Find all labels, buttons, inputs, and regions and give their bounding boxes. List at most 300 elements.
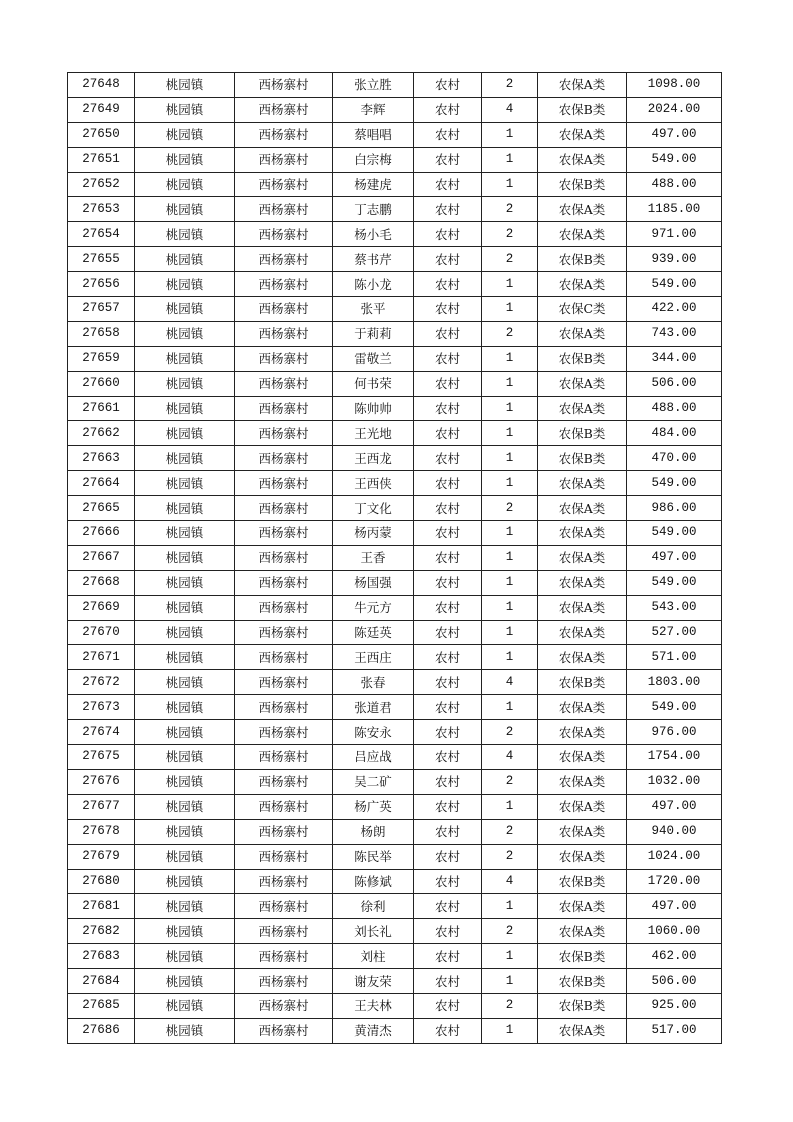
township-cell: 桃园镇 (135, 446, 235, 471)
amount-cell: 549.00 (627, 272, 722, 297)
household-type-cell: 农村 (414, 147, 482, 172)
township-cell: 桃园镇 (135, 645, 235, 670)
household-type-cell: 农村 (414, 73, 482, 98)
table-row (68, 73, 722, 98)
person-name-cell: 丁文化 (333, 496, 414, 521)
table-row (68, 720, 722, 745)
village-cell: 西杨寨村 (235, 147, 333, 172)
record-id-cell: 27666 (68, 521, 135, 546)
person-name-cell: 陈帅帅 (333, 396, 414, 421)
family-size-cell: 2 (482, 222, 538, 247)
table-row (68, 247, 722, 272)
person-name-cell: 吴二矿 (333, 769, 414, 794)
person-name-cell: 王西龙 (333, 446, 414, 471)
table-row (68, 222, 722, 247)
family-size-cell: 2 (482, 496, 538, 521)
insurance-category-cell: 农保A类 (538, 545, 627, 570)
family-size-cell: 1 (482, 645, 538, 670)
table-row (68, 172, 722, 197)
amount-cell: 497.00 (627, 545, 722, 570)
person-name-cell: 刘柱 (333, 944, 414, 969)
table-row (68, 147, 722, 172)
household-type-cell: 农村 (414, 222, 482, 247)
insurance-category-cell: 农保C类 (538, 297, 627, 322)
household-type-cell: 农村 (414, 769, 482, 794)
township-cell: 桃园镇 (135, 595, 235, 620)
insurance-category-cell: 农保B类 (538, 97, 627, 122)
record-id-cell: 27659 (68, 346, 135, 371)
person-name-cell: 张平 (333, 297, 414, 322)
amount-cell: 497.00 (627, 794, 722, 819)
household-type-cell: 农村 (414, 1018, 482, 1043)
table-row (68, 496, 722, 521)
village-cell: 西杨寨村 (235, 670, 333, 695)
person-name-cell: 张春 (333, 670, 414, 695)
person-name-cell: 陈安永 (333, 720, 414, 745)
insurance-category-cell: 农保A类 (538, 321, 627, 346)
person-name-cell: 杨建虎 (333, 172, 414, 197)
amount-cell: 976.00 (627, 720, 722, 745)
person-name-cell: 雷敬兰 (333, 346, 414, 371)
table-row (68, 421, 722, 446)
household-type-cell: 农村 (414, 545, 482, 570)
record-id-cell: 27669 (68, 595, 135, 620)
person-name-cell: 徐利 (333, 894, 414, 919)
person-name-cell: 张立胜 (333, 73, 414, 98)
village-cell: 西杨寨村 (235, 819, 333, 844)
insurance-category-cell: 农保A类 (538, 570, 627, 595)
family-size-cell: 4 (482, 97, 538, 122)
table-row (68, 969, 722, 994)
table-row (68, 695, 722, 720)
village-cell: 西杨寨村 (235, 769, 333, 794)
person-name-cell: 陈廷英 (333, 620, 414, 645)
record-id-cell: 27676 (68, 769, 135, 794)
record-id-cell: 27682 (68, 919, 135, 944)
township-cell: 桃园镇 (135, 844, 235, 869)
amount-cell: 986.00 (627, 496, 722, 521)
village-cell: 西杨寨村 (235, 570, 333, 595)
family-size-cell: 1 (482, 122, 538, 147)
household-type-cell: 农村 (414, 297, 482, 322)
insurance-category-cell: 农保A类 (538, 919, 627, 944)
village-cell: 西杨寨村 (235, 97, 333, 122)
village-cell: 西杨寨村 (235, 1018, 333, 1043)
family-size-cell: 1 (482, 794, 538, 819)
family-size-cell: 1 (482, 695, 538, 720)
record-id-cell: 27665 (68, 496, 135, 521)
family-size-cell: 4 (482, 670, 538, 695)
village-cell: 西杨寨村 (235, 297, 333, 322)
village-cell: 西杨寨村 (235, 371, 333, 396)
family-size-cell: 1 (482, 297, 538, 322)
record-id-cell: 27678 (68, 819, 135, 844)
insurance-category-cell: 农保A类 (538, 819, 627, 844)
household-type-cell: 农村 (414, 446, 482, 471)
household-type-cell: 农村 (414, 620, 482, 645)
table-row (68, 745, 722, 770)
township-cell: 桃园镇 (135, 570, 235, 595)
village-cell: 西杨寨村 (235, 794, 333, 819)
township-cell: 桃园镇 (135, 172, 235, 197)
family-size-cell: 1 (482, 371, 538, 396)
amount-cell: 344.00 (627, 346, 722, 371)
family-size-cell: 1 (482, 595, 538, 620)
insurance-category-cell: 农保B类 (538, 944, 627, 969)
person-name-cell: 陈民举 (333, 844, 414, 869)
township-cell: 桃园镇 (135, 521, 235, 546)
amount-cell: 549.00 (627, 521, 722, 546)
township-cell: 桃园镇 (135, 147, 235, 172)
household-type-cell: 农村 (414, 471, 482, 496)
person-name-cell: 黄清杰 (333, 1018, 414, 1043)
insurance-category-cell: 农保A类 (538, 745, 627, 770)
family-size-cell: 1 (482, 620, 538, 645)
amount-cell: 743.00 (627, 321, 722, 346)
township-cell: 桃园镇 (135, 720, 235, 745)
record-id-cell: 27683 (68, 944, 135, 969)
family-size-cell: 2 (482, 197, 538, 222)
household-type-cell: 农村 (414, 122, 482, 147)
household-type-cell: 农村 (414, 869, 482, 894)
person-name-cell: 蔡书芹 (333, 247, 414, 272)
household-type-cell: 农村 (414, 496, 482, 521)
village-cell: 西杨寨村 (235, 172, 333, 197)
insurance-category-cell: 农保A类 (538, 894, 627, 919)
insurance-category-cell: 农保A类 (538, 720, 627, 745)
insurance-category-cell: 农保B类 (538, 670, 627, 695)
person-name-cell: 陈小龙 (333, 272, 414, 297)
township-cell: 桃园镇 (135, 545, 235, 570)
record-id-cell: 27673 (68, 695, 135, 720)
insurance-category-cell: 农保A类 (538, 396, 627, 421)
family-size-cell: 1 (482, 446, 538, 471)
record-id-cell: 27670 (68, 620, 135, 645)
household-type-cell: 农村 (414, 969, 482, 994)
village-cell: 西杨寨村 (235, 73, 333, 98)
insurance-category-cell: 农保A类 (538, 73, 627, 98)
record-id-cell: 27651 (68, 147, 135, 172)
family-size-cell: 2 (482, 321, 538, 346)
amount-cell: 1754.00 (627, 745, 722, 770)
family-size-cell: 1 (482, 1018, 538, 1043)
insurance-category-cell: 农保A类 (538, 595, 627, 620)
record-id-cell: 27686 (68, 1018, 135, 1043)
amount-cell: 462.00 (627, 944, 722, 969)
amount-cell: 2024.00 (627, 97, 722, 122)
village-cell: 西杨寨村 (235, 645, 333, 670)
family-size-cell: 2 (482, 720, 538, 745)
insurance-category-cell: 农保A类 (538, 147, 627, 172)
table-row (68, 894, 722, 919)
person-name-cell: 蔡唱唱 (333, 122, 414, 147)
family-size-cell: 2 (482, 769, 538, 794)
insurance-category-cell: 农保B类 (538, 446, 627, 471)
amount-cell: 517.00 (627, 1018, 722, 1043)
family-size-cell: 2 (482, 993, 538, 1018)
household-type-cell: 农村 (414, 272, 482, 297)
township-cell: 桃园镇 (135, 919, 235, 944)
amount-cell: 1098.00 (627, 73, 722, 98)
table-row (68, 595, 722, 620)
record-id-cell: 27684 (68, 969, 135, 994)
insurance-category-cell: 农保A类 (538, 1018, 627, 1043)
village-cell: 西杨寨村 (235, 247, 333, 272)
person-name-cell: 王西侠 (333, 471, 414, 496)
household-type-cell: 农村 (414, 720, 482, 745)
table-row (68, 197, 722, 222)
household-type-cell: 农村 (414, 521, 482, 546)
insurance-category-cell: 农保B类 (538, 247, 627, 272)
household-type-cell: 农村 (414, 794, 482, 819)
household-type-cell: 农村 (414, 745, 482, 770)
person-name-cell: 王光地 (333, 421, 414, 446)
person-name-cell: 杨广英 (333, 794, 414, 819)
village-cell: 西杨寨村 (235, 197, 333, 222)
insurance-category-cell: 农保A类 (538, 521, 627, 546)
record-id-cell: 27672 (68, 670, 135, 695)
insurance-category-cell: 农保B类 (538, 421, 627, 446)
village-cell: 西杨寨村 (235, 969, 333, 994)
family-size-cell: 1 (482, 421, 538, 446)
village-cell: 西杨寨村 (235, 745, 333, 770)
table-row (68, 321, 722, 346)
township-cell: 桃园镇 (135, 670, 235, 695)
table-row (68, 396, 722, 421)
amount-cell: 925.00 (627, 993, 722, 1018)
insurance-category-cell: 农保A类 (538, 844, 627, 869)
record-id-cell: 27668 (68, 570, 135, 595)
insurance-category-cell: 农保B类 (538, 969, 627, 994)
insurance-category-cell: 农保A类 (538, 371, 627, 396)
township-cell: 桃园镇 (135, 620, 235, 645)
table-row (68, 346, 722, 371)
record-id-cell: 27655 (68, 247, 135, 272)
record-id-cell: 27652 (68, 172, 135, 197)
village-cell: 西杨寨村 (235, 844, 333, 869)
insurance-category-cell: 农保A类 (538, 496, 627, 521)
table-row (68, 97, 722, 122)
table-row (68, 869, 722, 894)
person-name-cell: 吕应战 (333, 745, 414, 770)
record-id-cell: 27649 (68, 97, 135, 122)
household-type-cell: 农村 (414, 894, 482, 919)
township-cell: 桃园镇 (135, 222, 235, 247)
amount-cell: 470.00 (627, 446, 722, 471)
village-cell: 西杨寨村 (235, 396, 333, 421)
township-cell: 桃园镇 (135, 97, 235, 122)
village-cell: 西杨寨村 (235, 919, 333, 944)
village-cell: 西杨寨村 (235, 321, 333, 346)
insurance-category-cell: 农保B类 (538, 993, 627, 1018)
person-name-cell: 李辉 (333, 97, 414, 122)
household-type-cell: 农村 (414, 396, 482, 421)
record-id-cell: 27656 (68, 272, 135, 297)
amount-cell: 549.00 (627, 471, 722, 496)
family-size-cell: 2 (482, 73, 538, 98)
household-type-cell: 农村 (414, 197, 482, 222)
township-cell: 桃园镇 (135, 272, 235, 297)
table-row (68, 993, 722, 1018)
household-type-cell: 农村 (414, 321, 482, 346)
table-row (68, 371, 722, 396)
table-row (68, 471, 722, 496)
township-cell: 桃园镇 (135, 471, 235, 496)
village-cell: 西杨寨村 (235, 446, 333, 471)
person-name-cell: 刘长礼 (333, 919, 414, 944)
amount-cell: 497.00 (627, 122, 722, 147)
amount-cell: 527.00 (627, 620, 722, 645)
township-cell: 桃园镇 (135, 794, 235, 819)
amount-cell: 497.00 (627, 894, 722, 919)
family-size-cell: 2 (482, 919, 538, 944)
amount-cell: 1024.00 (627, 844, 722, 869)
family-size-cell: 2 (482, 247, 538, 272)
village-cell: 西杨寨村 (235, 272, 333, 297)
village-cell: 西杨寨村 (235, 346, 333, 371)
record-id-cell: 27662 (68, 421, 135, 446)
amount-cell: 543.00 (627, 595, 722, 620)
amount-cell: 549.00 (627, 695, 722, 720)
record-id-cell: 27648 (68, 73, 135, 98)
family-size-cell: 1 (482, 944, 538, 969)
person-name-cell: 杨朗 (333, 819, 414, 844)
record-id-cell: 27653 (68, 197, 135, 222)
person-name-cell: 何书荣 (333, 371, 414, 396)
table-row (68, 272, 722, 297)
household-type-cell: 农村 (414, 944, 482, 969)
household-type-cell: 农村 (414, 695, 482, 720)
household-type-cell: 农村 (414, 570, 482, 595)
person-name-cell: 谢友荣 (333, 969, 414, 994)
family-size-cell: 1 (482, 570, 538, 595)
amount-cell: 422.00 (627, 297, 722, 322)
amount-cell: 549.00 (627, 570, 722, 595)
family-size-cell: 1 (482, 969, 538, 994)
family-size-cell: 1 (482, 172, 538, 197)
village-cell: 西杨寨村 (235, 620, 333, 645)
record-id-cell: 27658 (68, 321, 135, 346)
village-cell: 西杨寨村 (235, 521, 333, 546)
table-row (68, 620, 722, 645)
amount-cell: 940.00 (627, 819, 722, 844)
insurance-category-cell: 农保A类 (538, 645, 627, 670)
household-type-cell: 农村 (414, 172, 482, 197)
amount-cell: 971.00 (627, 222, 722, 247)
township-cell: 桃园镇 (135, 247, 235, 272)
table-row (68, 844, 722, 869)
insurance-category-cell: 农保A类 (538, 794, 627, 819)
household-type-cell: 农村 (414, 645, 482, 670)
table-row (68, 944, 722, 969)
insurance-category-cell: 农保B类 (538, 172, 627, 197)
amount-cell: 939.00 (627, 247, 722, 272)
amount-cell: 1032.00 (627, 769, 722, 794)
family-size-cell: 2 (482, 819, 538, 844)
township-cell: 桃园镇 (135, 745, 235, 770)
household-type-cell: 农村 (414, 670, 482, 695)
table-row (68, 122, 722, 147)
family-size-cell: 1 (482, 471, 538, 496)
table-row (68, 919, 722, 944)
household-type-cell: 农村 (414, 595, 482, 620)
family-size-cell: 1 (482, 272, 538, 297)
township-cell: 桃园镇 (135, 769, 235, 794)
subsidy-table (67, 72, 722, 1044)
table-row (68, 521, 722, 546)
household-type-cell: 农村 (414, 844, 482, 869)
township-cell: 桃园镇 (135, 421, 235, 446)
village-cell: 西杨寨村 (235, 894, 333, 919)
insurance-category-cell: 农保A类 (538, 197, 627, 222)
township-cell: 桃园镇 (135, 321, 235, 346)
township-cell: 桃园镇 (135, 122, 235, 147)
household-type-cell: 农村 (414, 919, 482, 944)
amount-cell: 571.00 (627, 645, 722, 670)
township-cell: 桃园镇 (135, 371, 235, 396)
table-row (68, 670, 722, 695)
table-body (68, 73, 722, 1044)
village-cell: 西杨寨村 (235, 869, 333, 894)
table-row (68, 794, 722, 819)
person-name-cell: 王西庄 (333, 645, 414, 670)
person-name-cell: 杨小毛 (333, 222, 414, 247)
village-cell: 西杨寨村 (235, 222, 333, 247)
person-name-cell: 王香 (333, 545, 414, 570)
township-cell: 桃园镇 (135, 346, 235, 371)
township-cell: 桃园镇 (135, 944, 235, 969)
table-row (68, 545, 722, 570)
household-type-cell: 农村 (414, 346, 482, 371)
person-name-cell: 杨国强 (333, 570, 414, 595)
record-id-cell: 27661 (68, 396, 135, 421)
insurance-category-cell: 农保A类 (538, 272, 627, 297)
amount-cell: 484.00 (627, 421, 722, 446)
table-row (68, 819, 722, 844)
table-row (68, 1018, 722, 1043)
amount-cell: 488.00 (627, 172, 722, 197)
insurance-category-cell: 农保A类 (538, 695, 627, 720)
record-id-cell: 27657 (68, 297, 135, 322)
insurance-category-cell: 农保B类 (538, 346, 627, 371)
township-cell: 桃园镇 (135, 969, 235, 994)
township-cell: 桃园镇 (135, 297, 235, 322)
township-cell: 桃园镇 (135, 496, 235, 521)
township-cell: 桃园镇 (135, 894, 235, 919)
record-id-cell: 27677 (68, 794, 135, 819)
amount-cell: 506.00 (627, 969, 722, 994)
record-id-cell: 27675 (68, 745, 135, 770)
village-cell: 西杨寨村 (235, 720, 333, 745)
family-size-cell: 1 (482, 346, 538, 371)
amount-cell: 1060.00 (627, 919, 722, 944)
township-cell: 桃园镇 (135, 73, 235, 98)
person-name-cell: 杨丙蒙 (333, 521, 414, 546)
family-size-cell: 4 (482, 869, 538, 894)
record-id-cell: 27654 (68, 222, 135, 247)
village-cell: 西杨寨村 (235, 993, 333, 1018)
table-row (68, 645, 722, 670)
record-id-cell: 27650 (68, 122, 135, 147)
village-cell: 西杨寨村 (235, 545, 333, 570)
village-cell: 西杨寨村 (235, 421, 333, 446)
amount-cell: 488.00 (627, 396, 722, 421)
insurance-category-cell: 农保A类 (538, 471, 627, 496)
table-row (68, 297, 722, 322)
household-type-cell: 农村 (414, 819, 482, 844)
table-row (68, 570, 722, 595)
household-type-cell: 农村 (414, 247, 482, 272)
